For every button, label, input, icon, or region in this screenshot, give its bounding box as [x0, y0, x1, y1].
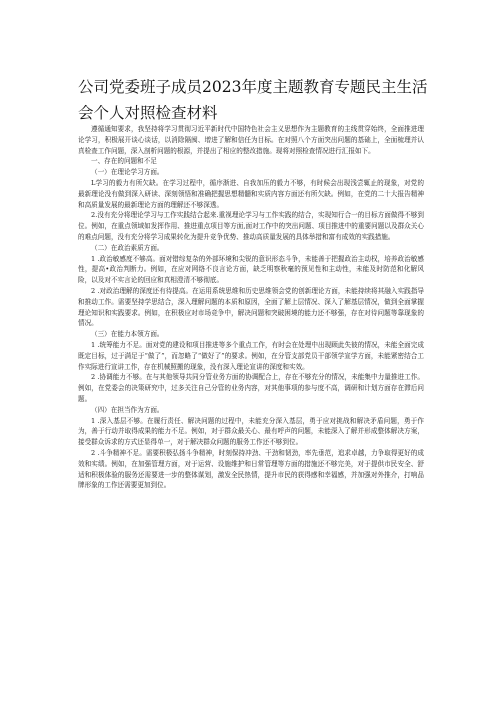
- paragraph: 2 .斗争精神不足。需要积极弘扬斗争精神，时刻保持冲劲、干劲和韧劲，率先垂范，追求卓越，力争取得更好的成效和实绩。例如，在加强管理方面，对于运营、设施维护和日常管理等方面的措施还不够完美，对于提供市民安全、舒适和积极体验的服务还需要进一步的整体谋划，激发全民热情，提升市民的获得感和幸福感，并加强对外推介，打响品牌形象的工作还需要更加到位。: [78, 448, 424, 490]
- document-body: [78, 124, 424, 491]
- subsection-heading-ability: （三）在能力本领方面。: [91, 330, 164, 339]
- section-heading-problems: 一、存在的问题和不足: [91, 157, 157, 166]
- document-title: 公司党委班子成员2023年度主题教育专题民主生活会个人对照检查材料: [78, 78, 428, 123]
- paragraph: 1 .深入基层不够。在履行责任、解决问题的过程中，未能充分深入基层，勇于应对挑战和解决矛盾问题，勇于作为，善于行动并取得成果的能力不足。例如，对于群众最关心、最有呼声的问题，未能深入了解并形成整体解决方案，接受群众诉求的方式还显得单一，对于解决群众问题的服务工作还不够到位。: [78, 416, 424, 447]
- subsection-heading-theory: （一）在理论学习方面。: [91, 168, 164, 177]
- subsection-heading-politics: （二）在政治素质方面。: [91, 243, 164, 252]
- paragraph: 1 .统筹能力不足。面对党的建设和项目推进等多个重点工作，有时会在处理中出现顾此失彼的情况，未能全面完成既定目标，过于满足于“做了”，而忽略了“做好了”的要求。例如，在分管支部党员干部领学宣学方面，未能紧密结合工作实际进行宣讲工作，存在机械照搬的现象，没有深入理论宣讲的深度和实效。: [78, 340, 424, 371]
- paragraph: 1 .政治敏感度不够高。面对错综复杂的外部环境和尖锐的意识形态斗争，未能善于把握政治主动权，培养政治敏感性，提高•政治判断力。例如，在应对网络不良言论方面，缺乏明察秋毫的预见性和主动性，未能及时防范和化解风险，以及对不实言论的回应和真相澄清不够彻底。: [78, 254, 424, 285]
- paragraph: 2 .协调能力不够。在与其他领导共同分管业务方面的协调配合上，存在不够充分的情况，未能集中力量推进工作。例如，在党委会的决策研究中，过多关注自己分管的业务内容，对其他事项的参与度不高，调研和计划方面存在滞后问题。: [78, 373, 424, 403]
- subsection-heading-responsibility: （四）在担当作为方面。: [91, 405, 164, 414]
- paragraph: 2 .对政治理解的深度还有待提高。在运用系统思维和历史思维领会党的创新理论方面，未能持续将其融入实践指导和推动工作。需要坚持学思结合，深入理解问题的本质和原因，全面了解上层情况、深入了解基层情况，做到全面掌握理论知识和实践要求。例如，在积极应对市场竞争中，解决问题和突破困境的能力还不够强，存在对待问题等靠现象的情况。: [78, 286, 424, 328]
- intro-paragraph: 遵循通知要求，我坚持将学习贯彻习近平新时代中国特色社会主义思想作为主题教育的主线贯穿始终，全面推进理论学习，积极展开谈心谈话，以消除隔阂、增进了解和信任为目标。在对照八个方面突出问题的基础上，全面梳理并认真检查工作问题，深入剖析问题的根源，并提出了相应的整改措施。现将对照检查情况进行汇报如下。: [78, 125, 424, 155]
- paragraph: 2.没有充分将理论学习与工作实践结合起来.重视理论学习与工作实践的结合，实现知行合一的目标方面做得不够到位。例如，在重点领域如发挥作用、推进重点项目等方面,面对工作中的突出问题、项目推进中的重要问题以及群众关心的难点问题，没有充分将学习成果转化为提升竞争优势、推动高质量发展的具体举措和富有成效的实践措施。: [78, 211, 424, 241]
- paragraph: L学习的毅力有所欠缺。在学习过程中，循序渐进、自我加压的毅力不够，有时候会出现浅尝辄止的现象，对党的最新理论没有做到深入研读、深刻领悟和准确把握思想精髓和实质内容方面还有所欠缺。例如，在党的二十大报告精神和高质量发展的最新理论方面的理解还不够深透。: [78, 178, 424, 209]
